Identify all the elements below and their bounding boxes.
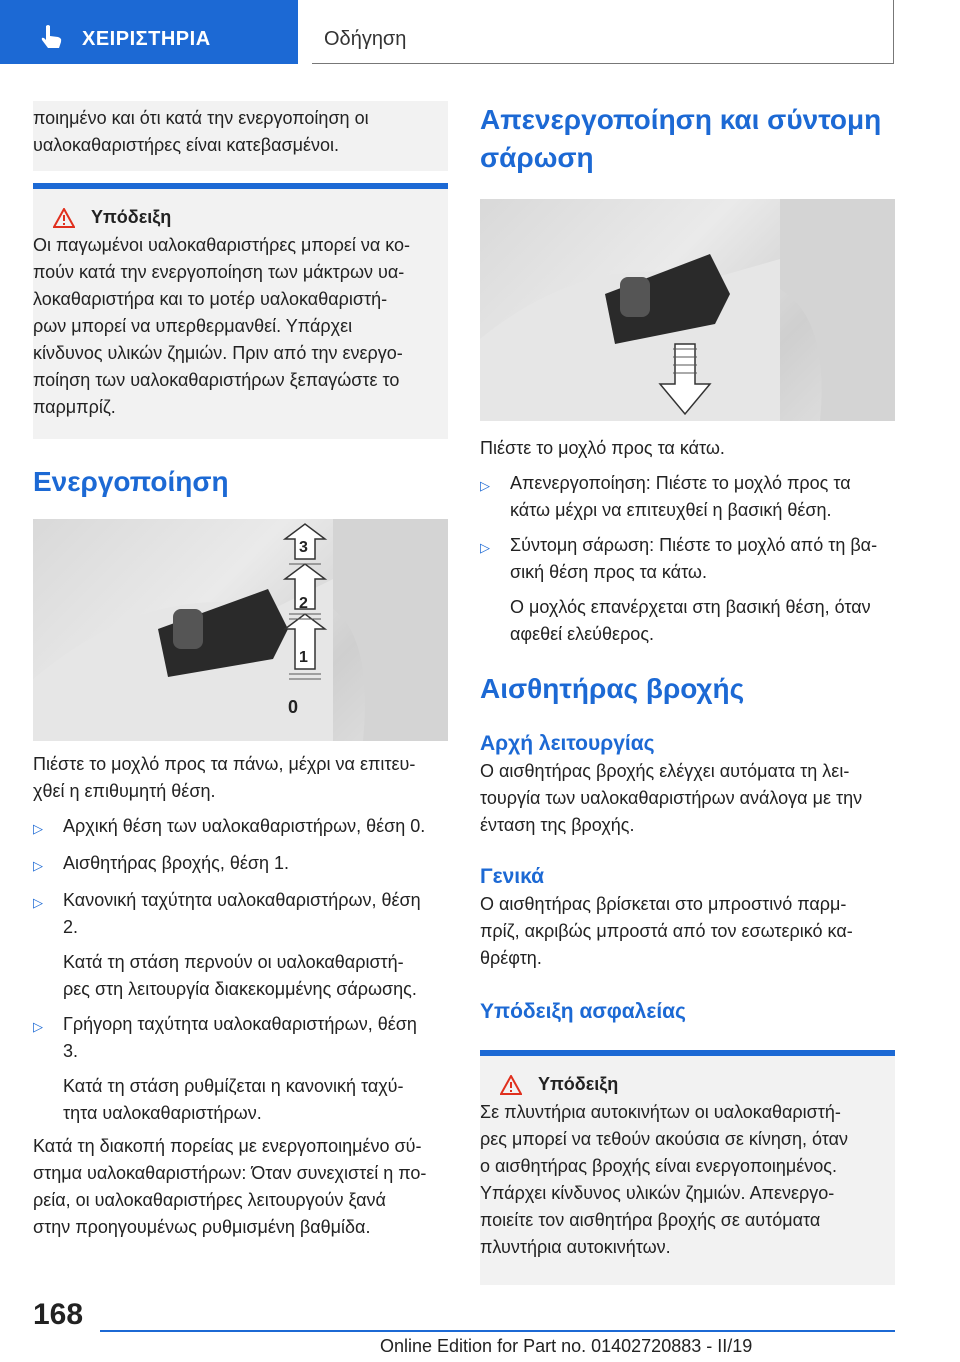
text-line: κίνδυνος υλικών ζημιών. Πριν από την ενεργο- — [33, 343, 403, 363]
list-item-text: Αισθητήρας βροχής, θέση 1. — [63, 853, 290, 873]
position-label: 2 — [299, 595, 308, 612]
list-item-note — [480, 594, 895, 648]
hint-title: Υπόδειξη — [538, 1074, 619, 1094]
lever-up-illustration — [33, 519, 448, 741]
bullet-icon: ▷ — [480, 478, 490, 493]
text-line: πούν κατά την ενεργοποίηση των μάκτρων υα- — [33, 262, 405, 282]
lever-down-illustration — [480, 199, 895, 421]
note-line: Κατά τη στάση ρυθμίζεται η κανονική ταχύ- — [63, 1076, 404, 1096]
warning-icon — [53, 208, 75, 228]
right-column — [480, 101, 895, 1285]
bullet-icon: ▷ — [480, 540, 490, 555]
list-item — [33, 887, 448, 941]
heading-line: σάρωση — [480, 142, 594, 173]
list-item-text: Αρχική θέση των υαλοκαθαριστήρων, θέση 0. — [63, 816, 426, 836]
text-line: ρων μπορεί να υπερθερμανθεί. Υπάρχει — [33, 316, 353, 336]
section-heading — [480, 101, 895, 177]
hint-box — [33, 183, 448, 439]
bullet-icon: ▷ — [33, 1019, 43, 1034]
sub-heading: Γενικά — [480, 865, 545, 888]
principle-text — [480, 758, 895, 839]
list-item — [480, 532, 895, 586]
note-line: αφεθεί ελεύθερος. — [510, 624, 654, 644]
breadcrumb — [312, 0, 894, 64]
text-line: ο αισθητήρας βροχής είναι ενεργοποιημένος. — [480, 1156, 837, 1176]
hand-pointer-icon — [40, 24, 64, 50]
sub-heading: Υπόδειξη ασφαλείας — [480, 1000, 686, 1023]
text-line: θρέφτη. — [480, 948, 542, 968]
text-line: πρίζ, ακριβώς μπροστά από τον εσωτερικό κα- — [480, 921, 853, 941]
lever-down-diagram — [480, 199, 895, 421]
section-tab[interactable] — [0, 0, 298, 64]
page-number: 168 — [33, 1298, 84, 1331]
caption: χθεί η επιθυμητή θέση. — [33, 781, 216, 801]
position-label: 0 — [288, 697, 299, 717]
heading-line: Απενεργοποίηση και σύντομη — [480, 104, 882, 135]
note-line: Ο μοχλός επανέρχεται στη βασική θέση, όταν — [510, 597, 871, 617]
left-column — [33, 101, 448, 1241]
list-item-text: σική θέση προς τα κάτω. — [510, 562, 707, 582]
section-heading: Αισθητήρας βροχής — [480, 673, 745, 704]
edition-text: Online Edition for Part no. 01402720883 - II/19 — [380, 1336, 753, 1356]
hint-title: Υπόδειξη — [91, 207, 172, 227]
text-line: ρες μπορεί να τεθούν ακούσια σε κίνηση, όταν — [480, 1129, 848, 1149]
text-line: ποίηση των υαλοκαθαριστήρων ξεπαγώστε το — [33, 370, 400, 390]
list-item — [33, 1011, 448, 1065]
list-item-text: 3. — [63, 1041, 79, 1061]
caption: Πιέστε το μοχλό προς τα κάτω. — [480, 438, 725, 458]
list-item-text: Απενεργοποίηση: Πιέστε το μοχλό προς τα — [510, 473, 851, 493]
list-item-text: κάτω μέχρι να επιτευχθεί η βασική θέση. — [510, 500, 832, 520]
text-line: Οι παγωμένοι υαλοκαθαριστήρες μπορεί να κο- — [33, 235, 411, 255]
sub-heading: Αρχή λειτουργίας — [480, 732, 655, 755]
list-item — [33, 850, 448, 879]
hint-text — [33, 232, 436, 421]
list-item-text: Κανονική ταχύτητα υαλοκαθαριστήρων, θέση — [63, 890, 421, 910]
text-line: πλυντήρια αυτοκινήτων. — [480, 1237, 671, 1257]
text-line: λοκαθαριστήρα και το μοτέρ υαλοκαθαριστή- — [33, 289, 388, 309]
warning-icon — [500, 1075, 522, 1095]
text-line: ένταση της βροχής. — [480, 815, 635, 835]
text-line: στην προηγουμένως ρυθμισμένη βαθμίδα. — [33, 1217, 371, 1237]
text-line: Ο αισθητήρας βρίσκεται στο μπροστινό παρμ- — [480, 894, 847, 914]
text-line: Κατά τη διακοπή πορείας με ενεργοποιημένο σύ- — [33, 1136, 422, 1156]
list-item-text: 2. — [63, 917, 79, 937]
section-heading: Ενεργοποίηση — [33, 466, 229, 497]
text-line: Υπάρχει κίνδυνος υλικών ζημιών. Απενεργο- — [480, 1183, 835, 1203]
intro-line: υαλοκαθαριστήρες είναι κατεβασμένοι. — [33, 135, 340, 155]
bullet-icon: ▷ — [33, 858, 43, 873]
note-line: τητα υαλοκαθαριστήρων. — [63, 1103, 262, 1123]
list-item — [480, 470, 895, 524]
closing-text — [33, 1133, 448, 1241]
breadcrumb-label: Οδήγηση — [324, 28, 407, 50]
hint-box — [480, 1050, 895, 1285]
caption: Πιέστε το μοχλό προς τα πάνω, μέχρι να επιτευ- — [33, 754, 416, 774]
bullet-icon: ▷ — [33, 821, 43, 836]
lever-up-diagram — [33, 519, 448, 741]
text-line: παρμπρίζ. — [33, 397, 116, 417]
note-line: Κατά τη στάση περνούν οι υαλοκαθαριστή- — [63, 952, 404, 972]
bullet-list — [33, 813, 448, 1127]
text-line: ρεία, οι υαλοκαθαριστήρες λειτουργούν ξανά — [33, 1190, 386, 1210]
bullet-icon: ▷ — [33, 895, 43, 910]
text-line: Σε πλυντήρια αυτοκινήτων οι υαλοκαθαριστή- — [480, 1102, 841, 1122]
list-item-note — [33, 949, 448, 1003]
general-text — [480, 891, 895, 972]
position-label: 1 — [299, 649, 308, 666]
note-line: ρες στη λειτουργία διακεκομμένης σάρωσης. — [63, 979, 417, 999]
position-label: 3 — [299, 539, 308, 556]
text-line: τουργία των υαλοκαθαριστήρων ανάλογα με την — [480, 788, 863, 808]
text-line: Ο αισθητήρας βροχής ελέγχει αυτόματα τη λει- — [480, 761, 850, 781]
text-line: στημα υαλοκαθαριστήρων: Όταν συνεχιστεί η πο- — [33, 1163, 427, 1183]
footer-divider — [100, 1330, 895, 1332]
hint-text — [480, 1099, 883, 1261]
list-item — [33, 813, 448, 842]
bullet-list — [480, 470, 895, 648]
list-item-text: Γρήγορη ταχύτητα υαλοκαθαριστήρων, θέση — [63, 1014, 417, 1034]
list-item-text: Σύντομη σάρωση: Πιέστε το μοχλό από τη βα- — [510, 535, 878, 555]
list-item-note — [33, 1073, 448, 1127]
intro-box — [33, 101, 448, 171]
section-title: ΧΕΙΡΙΣΤΗΡΙΑ — [82, 28, 211, 50]
intro-line: ποιημένο και ότι κατά την ενεργοποίηση οι — [33, 108, 369, 128]
text-line: ποιείτε τον αισθητήρα βροχής σε αυτόματα — [480, 1210, 821, 1230]
